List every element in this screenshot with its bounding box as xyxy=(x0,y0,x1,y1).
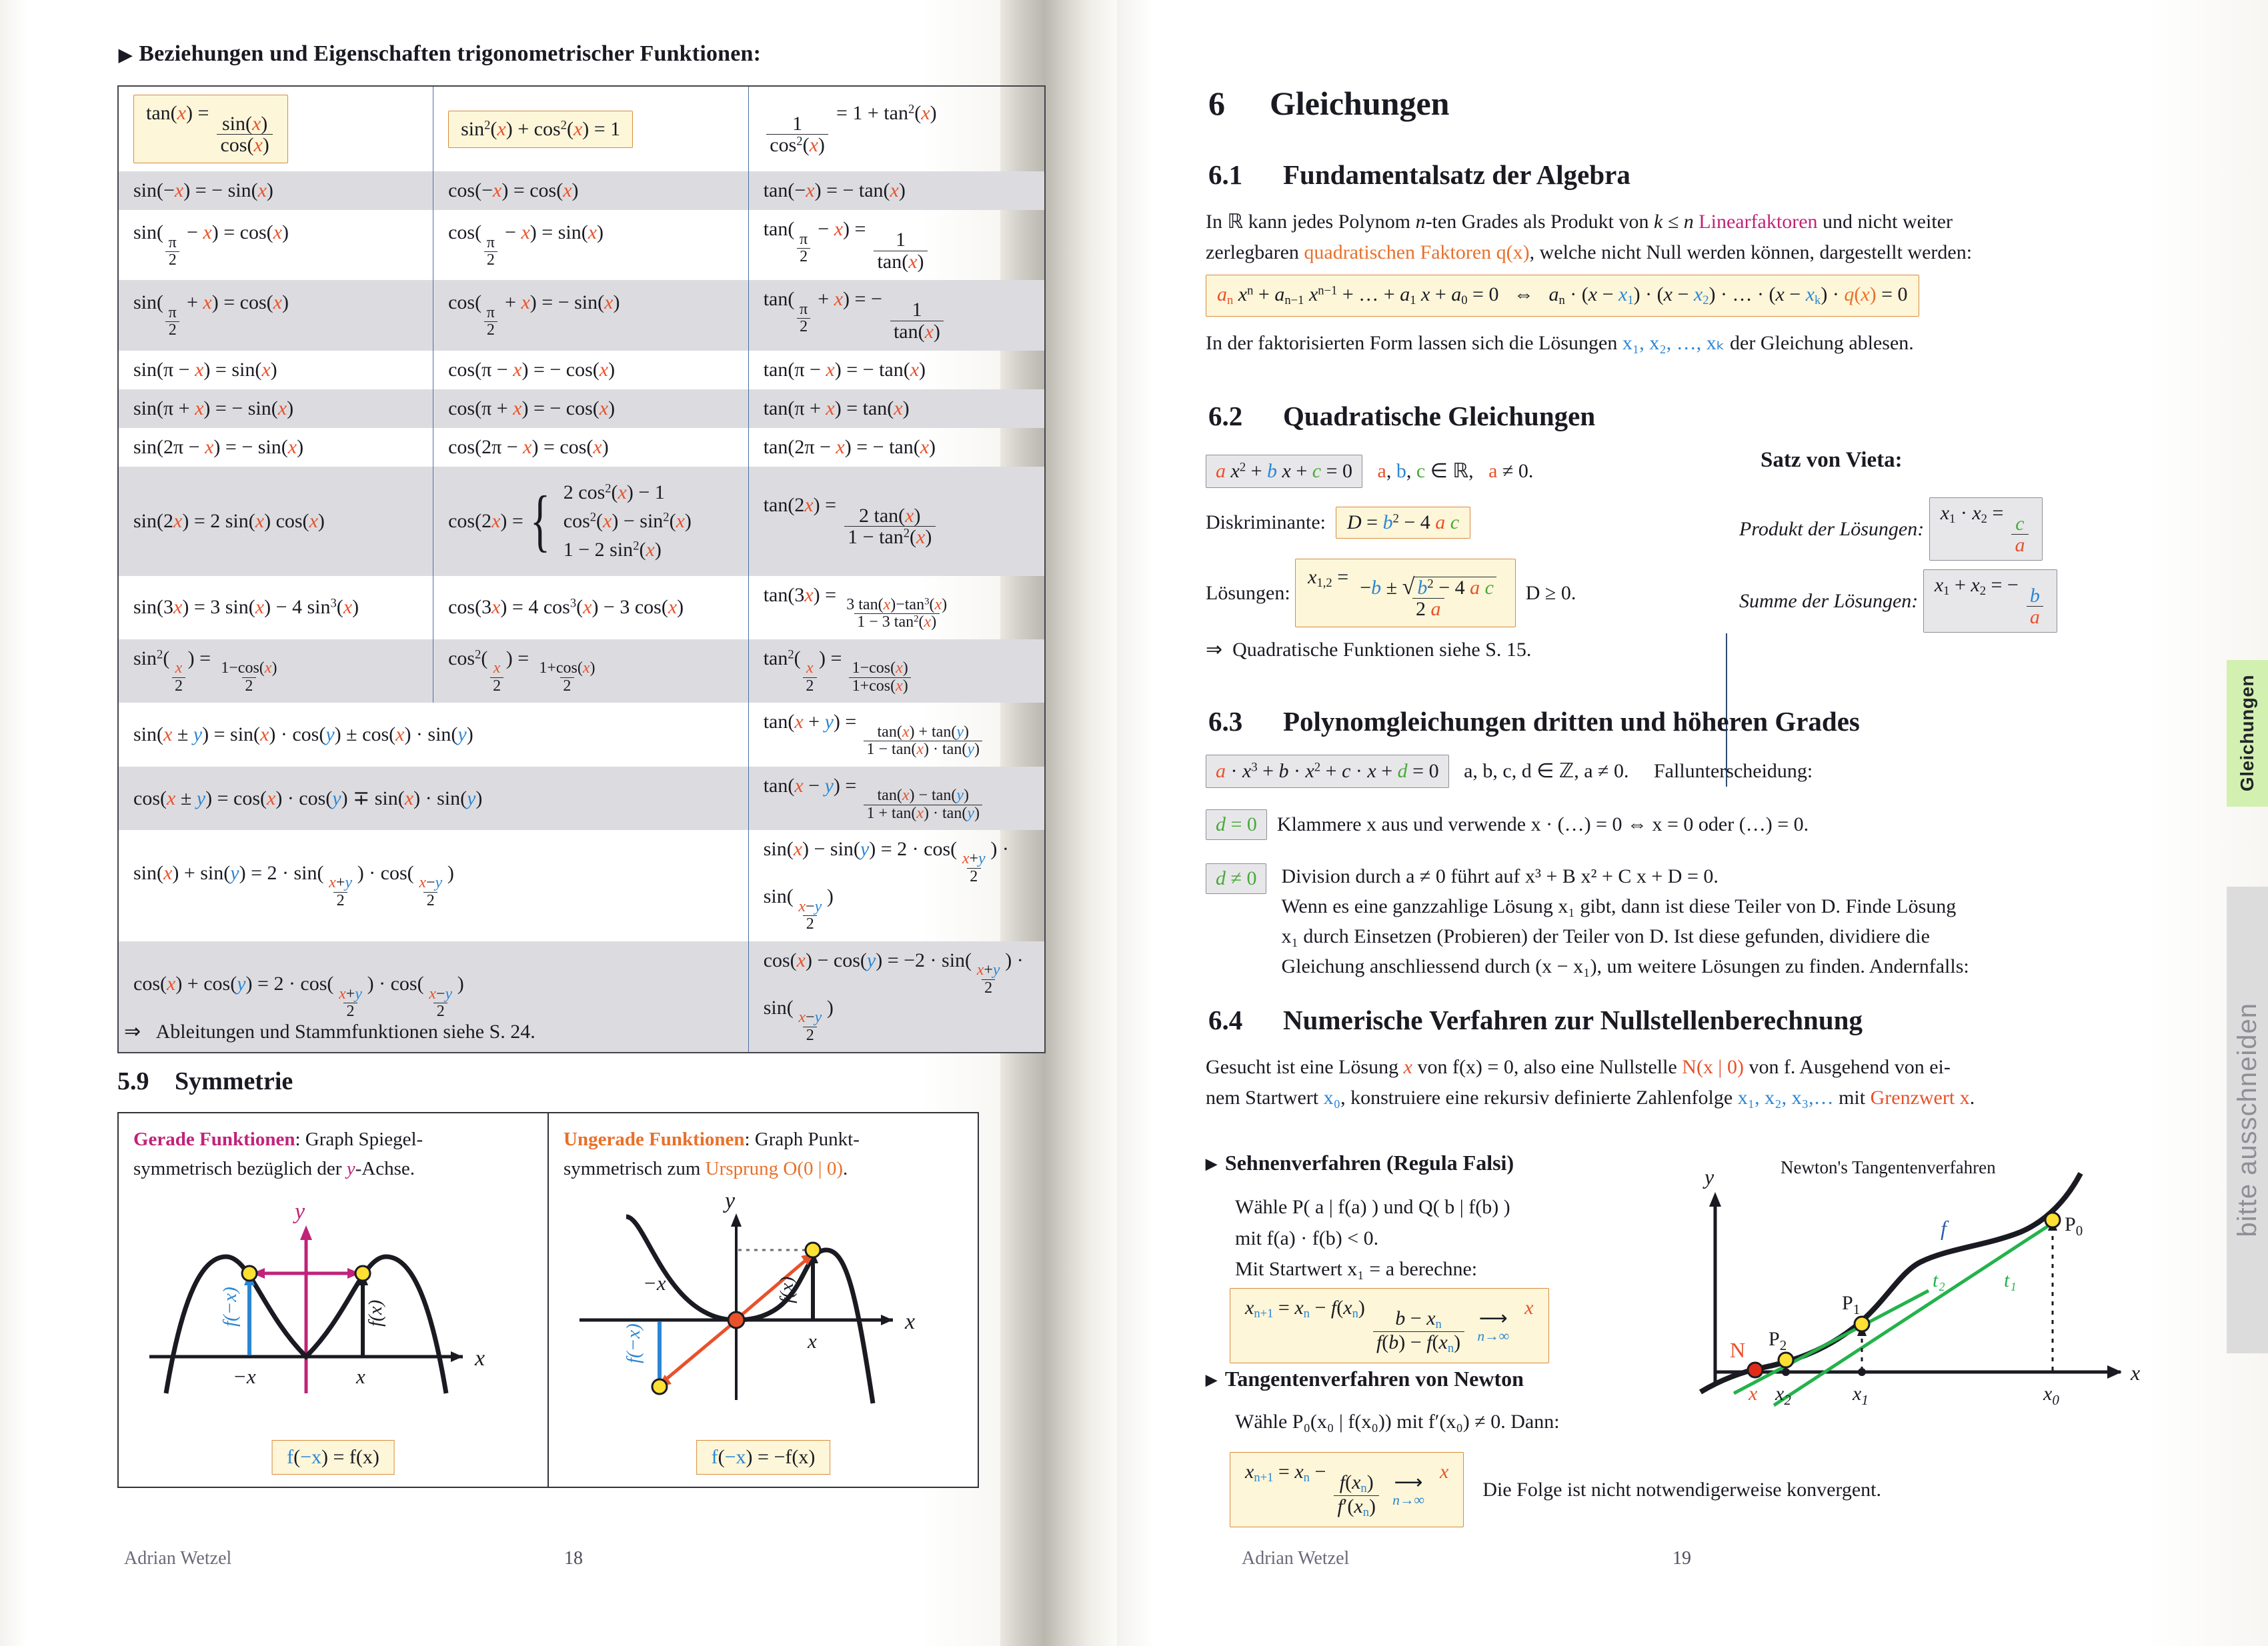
even-functions-line2-pre: symmetrisch bezüglich der xyxy=(133,1157,347,1179)
newton-point-N: N xyxy=(1730,1338,1746,1362)
nullstelle-term: N(x | 0) xyxy=(1682,1056,1744,1078)
cubic-equation-box: $a \cdot x^3 + b \cdot x^2 + c \cdot x + d = 0$ xyxy=(1206,755,1449,788)
newton-tangent-diagram xyxy=(1694,1145,2161,1412)
section-6-1-heading xyxy=(1208,159,1630,191)
symmetry-table xyxy=(117,1112,979,1488)
even-graph-tick-right: x xyxy=(356,1365,365,1388)
page-number-right: 19 xyxy=(1672,1548,1691,1569)
section-6-2-heading xyxy=(1208,400,1595,432)
p61-d: zerlegbaren xyxy=(1206,241,1304,263)
vieta-sum-row xyxy=(1739,569,2057,633)
odd-functions-description xyxy=(563,1125,963,1183)
even-functions-cell xyxy=(119,1113,549,1487)
newton-x-axis-label: x xyxy=(2131,1361,2141,1385)
section-6-3-number: 6.3 xyxy=(1208,706,1243,737)
chapter-6-number: 6 xyxy=(1208,85,1225,122)
pythagorean-identity-box: $\sin^2(x) + \cos^2(x) = 1$ xyxy=(448,111,633,148)
quadratic-equation-box: a $x^2 + b$ x + c = 0 xyxy=(1206,455,1362,488)
bullet-triangle-icon: ▶ xyxy=(1206,1155,1217,1172)
table-row: $\sin^2$( $\frac{x}{2}$ ) = $\frac{1-\cos(x)}{2}$ $\cos^2$( $\frac{x}{2}$ ) = $\frac{1+\cos(x)}{2}$ $\tan^2$( $\frac{x}{2}$ ) = $\frac{1-\cos(x)}{1+\cos(x)}$ xyxy=(118,639,1045,703)
fundamental-theorem-formula-box: $a_n$ $x^n + a_{n-1}$ $x^{n-1}$ + … + $a_1$ $x + a_0 = 0$ ⇔ $a_n \cdot (x - x_1) \cdot (x - x_2)$ · … · $(x - x_k) \cdot q(x) = 0$ xyxy=(1206,275,1919,317)
trig-relations-heading-text: Beziehungen und Eigenschaften trigonometrischer Funktionen: xyxy=(139,41,762,66)
footer-author-left: Adrian Wetzel xyxy=(124,1548,232,1569)
newton-y-axis-label: y xyxy=(1705,1165,1715,1189)
newton-tangent-2-label: t₂ xyxy=(1933,1269,1945,1291)
chapter-6-title: Gleichungen xyxy=(1270,85,1450,122)
section-5-9-number: 5.9 xyxy=(117,1067,149,1095)
newton-formula-row xyxy=(1230,1452,1881,1527)
bullet-triangle-icon: ▶ xyxy=(1206,1371,1217,1388)
case-d-zero-tag: d = 0 xyxy=(1206,809,1267,840)
chapter-tab-label: Gleichungen xyxy=(2237,675,2257,792)
p64-e: , konstruiere eine rekursiv definierte Zahlenfolge xyxy=(1340,1086,1738,1109)
note-ableitungen-text: Ableitungen und Stammfunktionen siehe S. 24. xyxy=(155,1021,535,1043)
discriminant-label: Diskriminante: xyxy=(1206,511,1326,533)
quadratische-faktoren-term: quadratischen Faktoren q(x) xyxy=(1304,241,1530,263)
vieta-product-label: Produkt der Lösungen: xyxy=(1739,517,1925,540)
case-d-nonzero-tag: d ≠ 0 xyxy=(1206,863,1266,894)
newton-method-title: Tangentenverfahren von Newton xyxy=(1224,1367,1524,1391)
cos-double-angle-cases: cos(2 x ) = { 2 $\cos^2(x) - 1$ $\cos^2(x) - \sin^2(x)$ 1 − 2 $\sin^2(x)$ xyxy=(448,481,692,561)
even-functions-line2-post: -Achse. xyxy=(355,1157,415,1179)
cut-here-tab xyxy=(2227,887,2268,1353)
p61-c: und nicht weiter xyxy=(1817,211,1953,233)
table-row: sin( $\frac{\pi}{2}$ − x) = cos(x) cos( $\frac{\pi}{2}$ − x) = sin(x) tan( $\frac{\pi}{2}$ − x) = $\frac{1}{\tan(x)}$ xyxy=(118,210,1045,280)
table-row: sin(x) + sin(y) = 2 · sin( $\frac{x+y}{2}$ ) · cos( $\frac{x-y}{2}$ ) sin(x) − sin(y) = 2 · cos( $\frac{x+y}{2}$ ) · sin( $\frac{x-y}{2}$ ) xyxy=(118,830,1045,941)
odd-functions-line2-pre: symmetrisch zum xyxy=(563,1157,706,1179)
solutions-formula-box: $x_{1,2}$ = $\frac{-b \pm √ b^2 - 4 a c}{2 a}$ xyxy=(1295,559,1516,627)
section-6-2-title: Quadratische Gleichungen xyxy=(1283,401,1596,431)
chapter-tab-gleichungen[interactable] xyxy=(2227,660,2268,807)
cubic-condition: a, b, c, d ∈ ℤ, a ≠ 0. xyxy=(1464,760,1629,782)
newton-point-P0: $P_0$ xyxy=(2065,1213,2083,1239)
newton-tangent-1-label: t₁ xyxy=(2004,1269,2017,1291)
newton-curve-label: f xyxy=(1941,1216,1947,1240)
even-function-graph xyxy=(129,1193,529,1413)
table-row: sin(3x) = 3 sin(x) − 4 $\sin^3(x)$ cos(3x) = 4 $\cos^3(x) - 3$ cos(x) tan(3x) = $\frac{3 \tan(x)-\tan^3(x)}{1 - 3 \tan^2(x)}$ xyxy=(118,576,1045,639)
p64-a: Gesucht ist eine Lösung xyxy=(1206,1056,1404,1078)
discriminant-row xyxy=(1206,507,1470,539)
case-d-nonzero-line3: x₁ durch Einsetzen (Probieren) der Teiler von D. Ist diese gefunden, dividiere die xyxy=(1281,925,1930,947)
odd-graph-label-right: f(x) xyxy=(776,1276,798,1303)
section-6-1-title: Fundamentalsatz der Algebra xyxy=(1283,159,1630,190)
vieta-sum-box: $x_1 + x_2$ = − $\frac{b}{a}$ xyxy=(1923,569,2058,633)
even-graph-tick-left: −x xyxy=(233,1365,256,1388)
odd-graph-y-axis-label: y xyxy=(725,1193,736,1213)
table-row: cos(x ± y) = cos(x) · cos(y) ∓ sin(x) · sin(y) tan(x − y) = $\frac{\tan(x) - \tan(y)}{1 + \tan(x) \cdot \tan(y)}$ xyxy=(118,767,1045,830)
section-6-4-number: 6.4 xyxy=(1208,1005,1243,1035)
vieta-sum-label: Summe der Lösungen: xyxy=(1739,589,1919,612)
regula-falsi-heading xyxy=(1206,1151,1514,1175)
even-graph-x-axis-label: x xyxy=(475,1346,485,1371)
section-6-1-number: 6.1 xyxy=(1208,159,1243,190)
solutions-row xyxy=(1206,559,1576,627)
case-d-zero-row xyxy=(1206,809,1809,840)
p64-b: von f(x) = 0, also eine Nullstelle xyxy=(1412,1056,1682,1078)
section-6-3-heading xyxy=(1208,705,1860,737)
table-row: sin(2π − x) = − sin(x) cos(2π − x) = cos(x) tan(2π − x) = − tan(x) xyxy=(118,428,1045,467)
section-6-2-number: 6.2 xyxy=(1208,401,1243,431)
even-function-equation: f(−x) = f(x) xyxy=(271,1440,395,1475)
quadratic-reference-text: Quadratische Funktionen siehe S. 15. xyxy=(1232,639,1532,661)
p64-x: x xyxy=(1403,1056,1412,1078)
section-5-9-heading xyxy=(117,1067,293,1096)
even-graph-label-right: f(x) xyxy=(365,1299,386,1327)
regula-falsi-text xyxy=(1235,1192,1510,1285)
chapter-6-heading xyxy=(1208,84,1449,123)
arrow-icon: ⇒ xyxy=(124,1021,141,1043)
section-5-9-title: Symmetrie xyxy=(175,1067,293,1095)
table-row: sin(π − x) = sin(x) cos(π − x) = − cos(x) tan(π − x) = − tan(x) xyxy=(118,351,1045,389)
p61-n: n xyxy=(1415,211,1426,233)
table-row: tan(x) = $\frac{\sin(x)}{\cos(x)}$ $\sin^2(x) + \cos^2(x) = 1$ $\frac{1}{\cos^2(x)}$ = $1 + \tan^2(x)$ xyxy=(118,86,1045,171)
newton-formula-box: $x_{n+1} = x_n$ − $\frac{f(x_n)}{f'(x_n)}$ ⟶ n→∞ x xyxy=(1230,1452,1464,1527)
table-row: sin(−x) = − sin(x) cos(−x) = cos(x) tan(−x) = − tan(x) xyxy=(118,171,1045,210)
table-row: sin(x ± y) = sin(x) · cos(y) ± cos(x) · sin(y) tan(x + y) = $\frac{\tan(x) + \tan(y)}{1 - \tan(x) \cdot \tan(y)}$ xyxy=(118,703,1045,766)
newton-tick-x: x xyxy=(1749,1383,1758,1405)
vieta-product-box: $x_1 \cdot x_2$ = $\frac{c}{a}$ xyxy=(1929,497,2043,561)
newton-convergence-note: Die Folge ist nicht notwendigerweise konvergent. xyxy=(1482,1478,1881,1501)
newton-tick-x1: $x_1$ xyxy=(1853,1383,1869,1408)
case-d-nonzero-row xyxy=(1206,861,1969,981)
p61-a: In ℝ kann jedes Polynom xyxy=(1206,211,1416,233)
table-row: sin(2x) = 2 sin(x) cos(x) cos(2 x ) = { 2 $\cos^2(x) - 1$ $\cos^2(x) - \sin^2(x)$ 1 − 2 $\sin^2(x)$ tan(2x) = $\frac{2 \tan(x)}{1 - \tan^2(x)}$ xyxy=(118,467,1045,576)
odd-graph-tick-left: −x xyxy=(643,1271,666,1295)
odd-functions-label: Ungerade Funktionen xyxy=(563,1129,745,1150)
p64-g: . xyxy=(1969,1086,1975,1109)
odd-graph-x-axis-label: x xyxy=(905,1309,916,1334)
vieta-product-row xyxy=(1739,497,2043,561)
even-functions-text-rest: : Graph Spiegel- xyxy=(295,1129,423,1150)
section-6-4-heading xyxy=(1208,1004,1863,1036)
regula-falsi-formula-box: $x_{n+1} = x_n - f(x_n)$ $\frac{b - x_n}{f(b) - f(x_n)}$ ⟶ n→∞ x xyxy=(1230,1288,1549,1363)
section-6-4-title: Numerische Verfahren zur Nullstellenberechnung xyxy=(1283,1005,1863,1035)
p61-e: , welche nicht Null werden können, dargestellt werden: xyxy=(1529,241,1973,263)
even-graph-label-left: f(−x) xyxy=(219,1287,241,1327)
sequence-term: x₁, x₂, x₃,… xyxy=(1737,1086,1834,1109)
p64-c: von f. Ausgehend von ei- xyxy=(1743,1056,1951,1078)
p61-k: k ≤ n xyxy=(1654,211,1694,233)
even-functions-label: Gerade Funktionen xyxy=(133,1129,295,1150)
section-6-1-paragraph-1 xyxy=(1206,207,2153,267)
p64-d: nem Startwert xyxy=(1206,1086,1324,1109)
newton-point-P1: $P_1$ xyxy=(1842,1292,1861,1317)
newton-point-P2: $P_2$ xyxy=(1769,1328,1787,1353)
case-d-zero-text: Klammere x aus und verwende x · (…) = 0 ⇔ x = 0 oder (…) = 0. xyxy=(1276,813,1809,835)
odd-functions-cell xyxy=(549,1113,978,1487)
p61-g: der Gleichung ablesen. xyxy=(1725,332,1914,354)
regula-line-2: mit f(a) · f(b) < 0. xyxy=(1235,1227,1379,1249)
solutions-label: Lösungen: xyxy=(1206,581,1290,604)
trig-relations-heading xyxy=(119,41,761,67)
cubic-equation-row xyxy=(1206,755,1813,788)
arrow-icon: ⇒ xyxy=(1206,639,1223,661)
newton-method-text xyxy=(1235,1407,1560,1437)
table-row: cos(x) + cos(y) = 2 · cos( $\frac{x+y}{2}$ ) · cos( $\frac{x-y}{2}$ ) cos(x) − cos(y) = −2 · sin( $\frac{x+y}{2}$ ) · sin( $\frac{x-y}{2}$ ) xyxy=(118,941,1045,1053)
case-d-nonzero-line2: Wenn es eine ganzzahlige Lösung x₁ gibt, dann ist diese Teiler von D. Finde Lösung xyxy=(1281,895,1957,917)
regula-line-1: Wähle P( a | f(a) ) und Q( b | f(b) ) xyxy=(1235,1196,1510,1218)
y-axis-var: y xyxy=(346,1157,355,1179)
even-functions-description xyxy=(133,1125,533,1183)
solutions-condition: D ≥ 0. xyxy=(1525,581,1576,604)
odd-functions-text-rest: : Graph Punkt- xyxy=(744,1129,860,1150)
odd-graph-label-left: f(−x) xyxy=(623,1323,644,1363)
note-ableitungen xyxy=(124,1020,535,1043)
p64-f: mit xyxy=(1833,1086,1871,1109)
origin-label: Ursprung O(0 | 0) xyxy=(705,1157,843,1179)
p61-f: In der faktorisierten Form lassen sich die Lösungen xyxy=(1206,332,1622,354)
footer-author-right: Adrian Wetzel xyxy=(1242,1548,1350,1569)
tan-definition-box: tan(x) = $\frac{\sin(x)}{\cos(x)}$ xyxy=(133,95,288,163)
case-d-nonzero-line4: Gleichung anschliessend durch (x − x₁), um weitere Lösungen zu finden. Andernfalls: xyxy=(1281,955,1969,977)
table-row: sin(π + x) = − sin(x) cos(π + x) = − cos(x) tan(π + x) = tan(x) xyxy=(118,389,1045,428)
grenzwert-term: Grenzwert x xyxy=(1870,1086,1970,1109)
newton-method-heading xyxy=(1206,1367,1524,1391)
newton-tick-x2: $x_2$ xyxy=(1775,1383,1791,1408)
odd-graph-tick-right: x xyxy=(808,1329,817,1353)
p61-b: -ten Grades als Produkt von xyxy=(1425,211,1654,233)
bullet-triangle-icon: ▶ xyxy=(119,45,133,65)
case-distinction-label: Fallunterscheidung: xyxy=(1653,760,1813,782)
cut-here-label: bitte ausschneiden xyxy=(2232,1003,2262,1237)
even-graph-y-axis-label: y xyxy=(295,1199,305,1224)
linearfaktoren-term: Linearfaktoren xyxy=(1698,211,1818,233)
newton-line-1: Wähle P₀(x₀ | f(x₀)) mit f′(x₀) ≠ 0. Dann: xyxy=(1235,1411,1560,1433)
odd-function-equation: f(−x) = −f(x) xyxy=(696,1440,831,1475)
newton-tick-x0: $x_0$ xyxy=(2043,1383,2059,1408)
page-number-left: 18 xyxy=(564,1548,583,1569)
newton-diagram-title: Newton's Tangentenverfahren xyxy=(1781,1157,1996,1177)
odd-functions-line2-post: . xyxy=(843,1157,848,1179)
section-6-3-title: Polynomgleichungen dritten und höheren Grades xyxy=(1283,706,1860,737)
section-6-1-paragraph-2 xyxy=(1206,328,2153,359)
quadratic-equation-row: a $x^2 + b$ x + c = 0 a, b, c ∈ ℝ, a ≠ 0. xyxy=(1206,455,1533,488)
trig-identities-table xyxy=(117,85,1046,1053)
table-row: sin( $\frac{\pi}{2}$ + x) = cos(x) cos( $\frac{\pi}{2}$ + x) = − sin(x) tan( $\frac{\pi}{2}$ + x) = − $\frac{1}{\tan(x)}$ xyxy=(118,280,1045,350)
regula-falsi-title: Sehnenverfahren (Regula Falsi) xyxy=(1224,1151,1514,1175)
quadratic-reference-note xyxy=(1206,635,1531,665)
odd-function-graph xyxy=(559,1193,960,1413)
discriminant-box: $D = b^2 - 4$ a c xyxy=(1336,507,1470,539)
case-d-nonzero-line1: Division durch a ≠ 0 führt auf x³ + B x² + C x + D = 0. xyxy=(1281,865,1719,887)
regula-line-3: Mit Startwert x₁ = a berechne: xyxy=(1235,1258,1478,1280)
startwert-term: x₀ xyxy=(1323,1086,1341,1109)
vieta-title: Satz von Vieta: xyxy=(1761,448,1903,472)
section-6-4-paragraph xyxy=(1206,1052,2153,1113)
solutions-list: x₁, x₂, …, xₖ xyxy=(1622,332,1725,354)
